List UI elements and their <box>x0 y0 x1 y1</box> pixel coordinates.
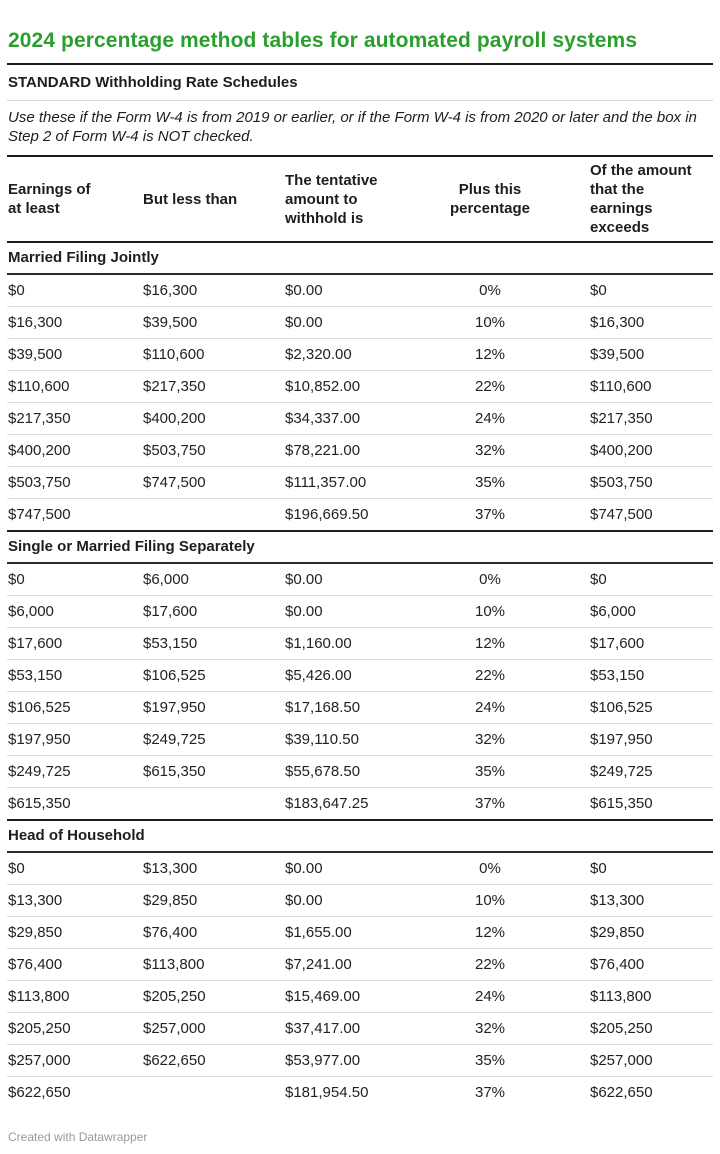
table-cell: 10% <box>474 314 506 331</box>
table-cell: 37% <box>474 506 506 523</box>
table-cell: $400,200 <box>8 442 71 459</box>
table-cell: 12% <box>474 924 506 941</box>
table-cell: $39,110.50 <box>285 731 359 748</box>
table-cell: $0 <box>8 282 25 299</box>
table-row <box>7 1012 713 1044</box>
table-row <box>7 434 713 466</box>
table-cell: $13,300 <box>8 892 63 909</box>
table-cell: $615,350 <box>590 795 653 812</box>
table-row <box>7 1044 713 1076</box>
table-cell: $106,525 <box>143 667 206 684</box>
table-cell: $15,469.00 <box>285 988 361 1005</box>
section-header: Head of Household <box>7 821 713 853</box>
table-cell: $29,850 <box>143 892 198 909</box>
table-cell: 10% <box>474 892 506 909</box>
column-header-label: Of the amount that the earnings exceeds <box>590 162 692 236</box>
table-row <box>7 275 713 306</box>
table-cell: 35% <box>474 763 506 780</box>
table-cell: 35% <box>474 474 506 491</box>
table-cell: $55,678.50 <box>285 763 361 780</box>
table-row <box>7 402 713 434</box>
table-cell: 22% <box>474 956 506 973</box>
table-cell: $249,725 <box>590 763 653 780</box>
datawrapper-attribution-link[interactable]: Created with Datawrapper <box>8 1130 148 1144</box>
table-cell: $110,600 <box>143 346 205 363</box>
column-header-label: The tentative amount to withhold is <box>285 171 378 227</box>
column-header <box>440 157 540 241</box>
table-cell: 22% <box>474 378 506 395</box>
table-cell: $13,300 <box>590 892 645 909</box>
table-cell: $7,241.00 <box>285 956 352 973</box>
table-cell: 32% <box>474 1020 506 1037</box>
table-row <box>7 853 713 884</box>
table-row <box>7 691 713 723</box>
table-cell: $400,200 <box>590 442 653 459</box>
table-row <box>7 659 713 691</box>
table-row <box>7 564 713 595</box>
table-cell: $111,357.00 <box>285 474 367 491</box>
table-cell: $217,350 <box>590 410 653 427</box>
table-cell: $6,000 <box>8 603 54 620</box>
table-cell: 32% <box>474 442 506 459</box>
table-row <box>7 787 713 819</box>
table-cell: $53,977.00 <box>285 1052 361 1069</box>
table-row <box>7 916 713 948</box>
table-cell: $16,300 <box>8 314 63 331</box>
table-cell: 22% <box>474 667 506 684</box>
table-cell: $249,725 <box>8 763 71 780</box>
table-cell: $1,160.00 <box>285 635 352 652</box>
table-subtitle: STANDARD Withholding Rate Schedules <box>8 74 298 91</box>
table-cell: $217,350 <box>8 410 71 427</box>
table-cell: 0% <box>479 571 501 588</box>
table-cell: 24% <box>474 699 506 716</box>
table-cell: $615,350 <box>8 795 71 812</box>
table-row <box>7 370 713 402</box>
table-cell: $106,525 <box>8 699 71 716</box>
table-cell: $53,150 <box>143 635 198 652</box>
table-cell: $1,655.00 <box>285 924 352 941</box>
table-cell: $205,250 <box>8 1020 71 1037</box>
table-cell: 37% <box>474 1084 506 1101</box>
table-cell: $13,300 <box>143 860 198 877</box>
column-header-row <box>7 157 713 241</box>
table-cell: $0 <box>590 860 607 877</box>
table-cell: $197,950 <box>8 731 71 748</box>
table-cell: $2,320.00 <box>285 346 352 363</box>
table-cell: $196,669.50 <box>285 506 369 523</box>
table-cell: $615,350 <box>143 763 206 780</box>
table-cell: 35% <box>474 1052 506 1069</box>
table-cell: $197,950 <box>143 699 206 716</box>
table-cell: $76,400 <box>590 956 645 973</box>
table-cell: $34,337.00 <box>285 410 361 427</box>
table-cell: $113,800 <box>143 956 205 973</box>
table-cell: $39,500 <box>590 346 645 363</box>
table-cell: $17,600 <box>590 635 645 652</box>
table-cell: $29,850 <box>590 924 645 941</box>
table-cell: $110,600 <box>8 378 70 395</box>
table-cell: 32% <box>474 731 506 748</box>
table-section <box>7 241 713 530</box>
table-section <box>7 819 713 1108</box>
column-header-label: But less than <box>143 190 238 208</box>
table-cell: $113,800 <box>8 988 70 1005</box>
table-cell: $29,850 <box>8 924 63 941</box>
table-row <box>7 498 713 530</box>
table-row <box>7 980 713 1012</box>
table-cell: $747,500 <box>143 474 206 491</box>
table-cell: $503,750 <box>143 442 206 459</box>
table-body <box>7 241 713 1108</box>
section-header: Married Filing Jointly <box>7 243 713 275</box>
table-cell: $53,150 <box>590 667 645 684</box>
table-cell: $110,600 <box>590 378 652 395</box>
table-cell <box>143 1085 285 1101</box>
table-cell: $0.00 <box>285 571 323 588</box>
table-cell: $503,750 <box>8 474 71 491</box>
table-cell: $17,600 <box>143 603 198 620</box>
table-cell: $217,350 <box>143 378 206 395</box>
section-header: Single or Married Filing Separately <box>7 532 713 564</box>
table-cell: 24% <box>474 988 506 1005</box>
column-header-label: Earnings of at least <box>8 181 91 217</box>
table-cell: $197,950 <box>590 731 653 748</box>
table-row <box>7 884 713 916</box>
table-cell: $249,725 <box>143 731 206 748</box>
table-cell: $622,650 <box>590 1084 653 1101</box>
table-cell: $183,647.25 <box>285 795 369 812</box>
table-row <box>7 466 713 498</box>
table-cell: $0 <box>8 571 25 588</box>
table-cell: $39,500 <box>8 346 63 363</box>
table-cell: $503,750 <box>590 474 653 491</box>
table-cell: $0 <box>8 860 25 877</box>
column-header <box>285 157 440 241</box>
table-cell: 12% <box>474 346 506 363</box>
table-cell: $37,417.00 <box>285 1020 361 1037</box>
table-cell: $6,000 <box>143 571 189 588</box>
table-cell: $0.00 <box>285 282 323 299</box>
table-row <box>7 755 713 787</box>
table-cell: $747,500 <box>590 506 653 523</box>
table-row <box>7 723 713 755</box>
table-cell: $17,168.50 <box>285 699 361 716</box>
table-cell: $205,250 <box>143 988 206 1005</box>
table-cell: $106,525 <box>590 699 653 716</box>
table-cell: 10% <box>474 603 506 620</box>
table-cell: 24% <box>474 410 506 427</box>
table-row <box>7 627 713 659</box>
table-cell: $53,150 <box>8 667 63 684</box>
table-cell: $400,200 <box>143 410 206 427</box>
table-description: Use these if the Form W-4 is from 2019 or earlier, or if the Form W-4 is from 2020 or later and the box in Step 2 of Form W-4 is NOT checked. <box>8 109 697 145</box>
table-cell: $76,400 <box>143 924 198 941</box>
table-cell: $39,500 <box>143 314 198 331</box>
table-row <box>7 948 713 980</box>
column-header <box>143 157 285 241</box>
table-section <box>7 530 713 819</box>
table-cell: $0.00 <box>285 603 323 620</box>
table-cell: $0 <box>590 282 607 299</box>
table-cell <box>143 507 285 523</box>
table-cell: $0.00 <box>285 314 323 331</box>
table-cell: $0 <box>590 571 607 588</box>
table-cell: $622,650 <box>8 1084 71 1101</box>
table-row <box>7 306 713 338</box>
table-cell: $76,400 <box>8 956 63 973</box>
table-cell: $17,600 <box>8 635 63 652</box>
table-cell: $5,426.00 <box>285 667 352 684</box>
column-header-label: Plus this percentage <box>449 181 531 217</box>
table-cell: $747,500 <box>8 506 71 523</box>
table-cell: 37% <box>474 795 506 812</box>
table-cell: $10,852.00 <box>285 378 361 395</box>
table-cell: 12% <box>474 635 506 652</box>
page-title: 2024 percentage method tables for automated payroll systems <box>8 29 638 52</box>
table-cell: $257,000 <box>590 1052 653 1069</box>
table-cell: 0% <box>479 282 501 299</box>
table-cell: $0.00 <box>285 892 323 909</box>
table-cell: $16,300 <box>590 314 645 331</box>
table-cell: $16,300 <box>143 282 198 299</box>
table-row <box>7 1076 713 1108</box>
table-cell: $622,650 <box>143 1052 206 1069</box>
table-cell: $205,250 <box>590 1020 653 1037</box>
table-cell: $181,954.50 <box>285 1084 369 1101</box>
table-cell: $78,221.00 <box>285 442 361 459</box>
table-cell: $257,000 <box>143 1020 206 1037</box>
table-cell <box>143 796 285 812</box>
column-header <box>540 157 713 241</box>
table-cell: $257,000 <box>8 1052 71 1069</box>
column-header <box>8 157 143 241</box>
table-cell: $6,000 <box>590 603 636 620</box>
table-cell: $113,800 <box>590 988 652 1005</box>
table-row <box>7 595 713 627</box>
table-cell: $0.00 <box>285 860 323 877</box>
table-cell: 0% <box>479 860 501 877</box>
table-row <box>7 338 713 370</box>
